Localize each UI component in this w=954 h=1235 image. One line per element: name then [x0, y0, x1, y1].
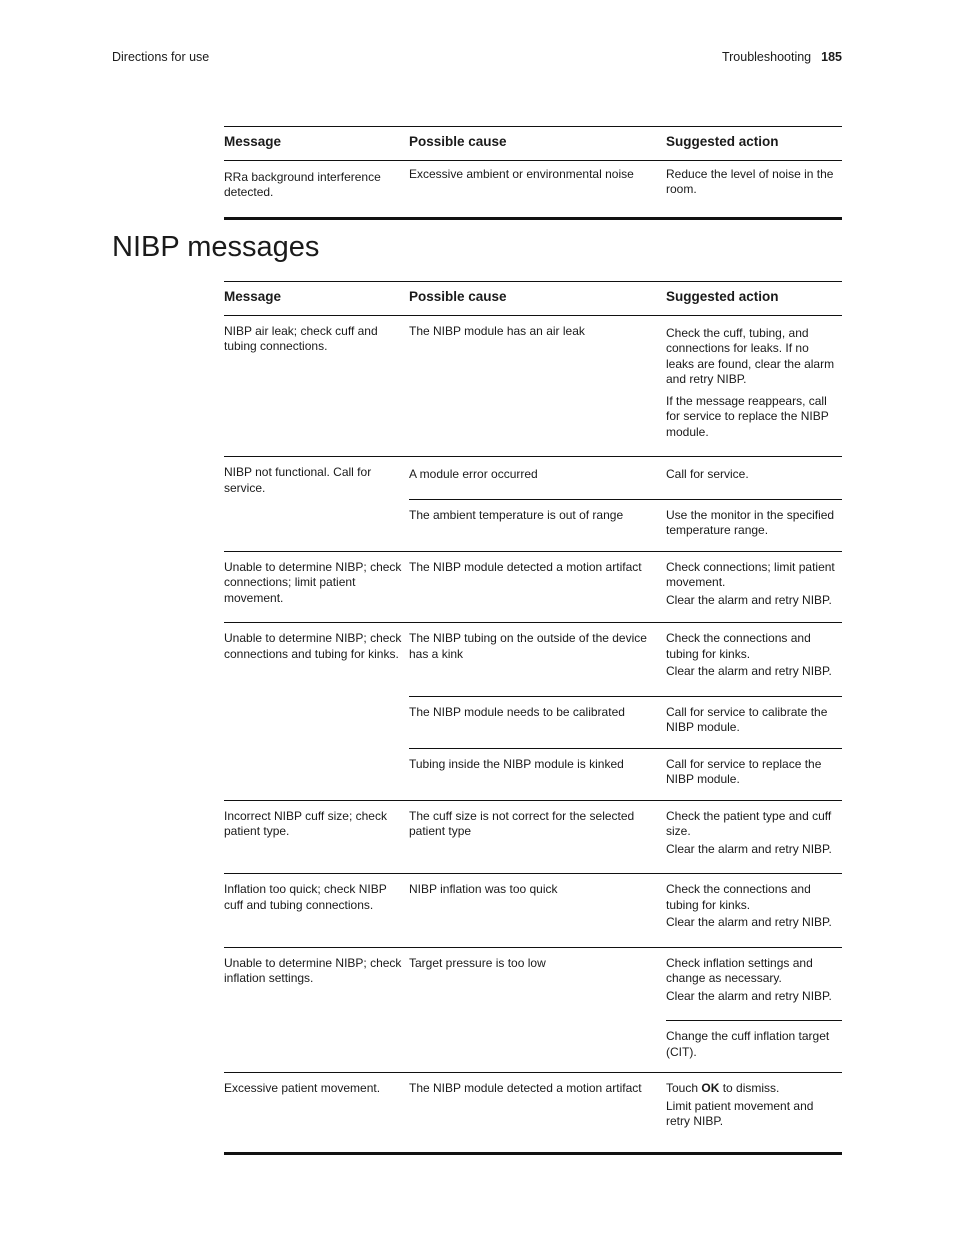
table-row	[224, 623, 842, 697]
cause-cell: Target pressure is too low	[409, 955, 546, 970]
cause-cell: NIBP inflation was too quick	[409, 882, 558, 896]
nibp-messages-table	[224, 281, 842, 1146]
table-row	[224, 800, 842, 874]
message-cell: NIBP not functional. Call for service.	[224, 465, 372, 495]
action-text: Check inflation settings and change as necessary.	[666, 955, 813, 985]
action-cell	[666, 800, 842, 874]
action-cell	[666, 315, 842, 457]
table-end-rule	[224, 1152, 842, 1155]
action-text: Clear the alarm and retry NIBP.	[666, 592, 832, 607]
cause-cell: The cuff size is not correct for the selected patient type	[409, 808, 635, 838]
table-row	[224, 457, 842, 500]
action-cell	[666, 551, 842, 623]
action-cell: Call for service to calibrate the NIBP module.	[666, 696, 842, 748]
table-header-row	[224, 282, 842, 316]
action-text: Check the connections and tubing for kinks.	[666, 882, 811, 912]
running-header-right	[722, 50, 842, 66]
cause-cell: The NIBP module has an air leak	[409, 323, 585, 338]
action-text	[666, 1081, 838, 1097]
action-text: Clear the alarm and retry NIBP.	[666, 915, 832, 929]
action-cell	[666, 1073, 842, 1146]
message-cell: Inflation too quick; check NIBP cuff and tubing connections.	[224, 882, 387, 912]
action-text: Check the cuff, tubing, and connections for leaks. If no leaks are found, clear the alarm and retry NIBP.	[666, 325, 835, 386]
action-text: Clear the alarm and retry NIBP.	[666, 841, 832, 856]
message-cell: Unable to determine NIBP; check connections and tubing for kinks.	[224, 631, 402, 661]
table-row	[224, 947, 842, 1021]
running-header-left: Directions for use	[112, 50, 210, 64]
cause-cell: The NIBP module detected a motion artifact	[409, 559, 642, 574]
cause-cell: The NIBP tubing on the outside of the device has a kink	[409, 631, 647, 661]
action-text-prefix: Touch	[666, 1081, 702, 1095]
column-header-cause: Possible cause	[409, 289, 507, 304]
message-cell: Incorrect NIBP cuff size; check patient type.	[224, 808, 387, 838]
column-header-cause: Possible cause	[409, 134, 507, 149]
action-cell: Call for service.	[666, 467, 749, 481]
page-number: 185	[821, 50, 842, 64]
action-cell: Use the monitor in the specified temperature range.	[666, 499, 842, 551]
cause-cell: The NIBP module needs to be calibrated	[409, 696, 666, 748]
rra-messages-table	[224, 126, 842, 220]
cause-cell: The NIBP module detected a motion artifact	[409, 1081, 642, 1095]
action-text: Clear the alarm and retry NIBP.	[666, 664, 832, 678]
table-row	[224, 874, 842, 948]
action-text: Check the patient type and cuff size.	[666, 808, 832, 838]
table-row	[224, 551, 842, 623]
action-text: If the message reappears, call for service to replace the NIBP module.	[666, 393, 829, 439]
table-row	[224, 160, 842, 218]
cause-cell: The ambient temperature is out of range	[409, 499, 666, 551]
cause-cell: Excessive ambient or environmental noise	[409, 166, 634, 181]
action-cell: Change the cuff inflation target (CIT).	[666, 1021, 842, 1073]
message-cell: Excessive patient movement.	[224, 1081, 381, 1095]
table-header-row	[224, 127, 842, 161]
cause-cell: A module error occurred	[409, 467, 538, 481]
action-text-suffix: to dismiss.	[719, 1081, 780, 1095]
action-cell	[666, 623, 842, 697]
message-cell: Unable to determine NIBP; check inflation settings.	[224, 955, 402, 985]
action-text: Limit patient movement and retry NIBP.	[666, 1098, 814, 1128]
column-header-message: Message	[224, 134, 282, 149]
ok-key-label: OK	[701, 1081, 720, 1095]
message-cell: RRa background interference detected.	[224, 169, 381, 199]
action-cell: Reduce the level of noise in the room.	[666, 166, 834, 196]
message-cell: NIBP air leak; check cuff and tubing connections.	[224, 323, 378, 353]
action-text: Check connections; limit patient movement.	[666, 559, 835, 589]
section-title: NIBP messages	[112, 231, 320, 263]
table-row	[224, 1073, 842, 1146]
table-row	[224, 315, 842, 457]
column-header-action: Suggested action	[666, 134, 779, 149]
message-cell: Unable to determine NIBP; check connections; limit patient movement.	[224, 559, 402, 605]
action-cell	[666, 947, 842, 1021]
column-header-action: Suggested action	[666, 289, 779, 304]
column-header-message: Message	[224, 289, 282, 304]
action-cell: Call for service to replace the NIBP module.	[666, 748, 842, 800]
action-text: Check the connections and tubing for kinks.	[666, 631, 811, 661]
action-text: Clear the alarm and retry NIBP.	[666, 988, 832, 1003]
cause-cell: Tubing inside the NIBP module is kinked	[409, 748, 666, 800]
section-name: Troubleshooting	[721, 50, 812, 64]
action-cell	[666, 874, 842, 948]
